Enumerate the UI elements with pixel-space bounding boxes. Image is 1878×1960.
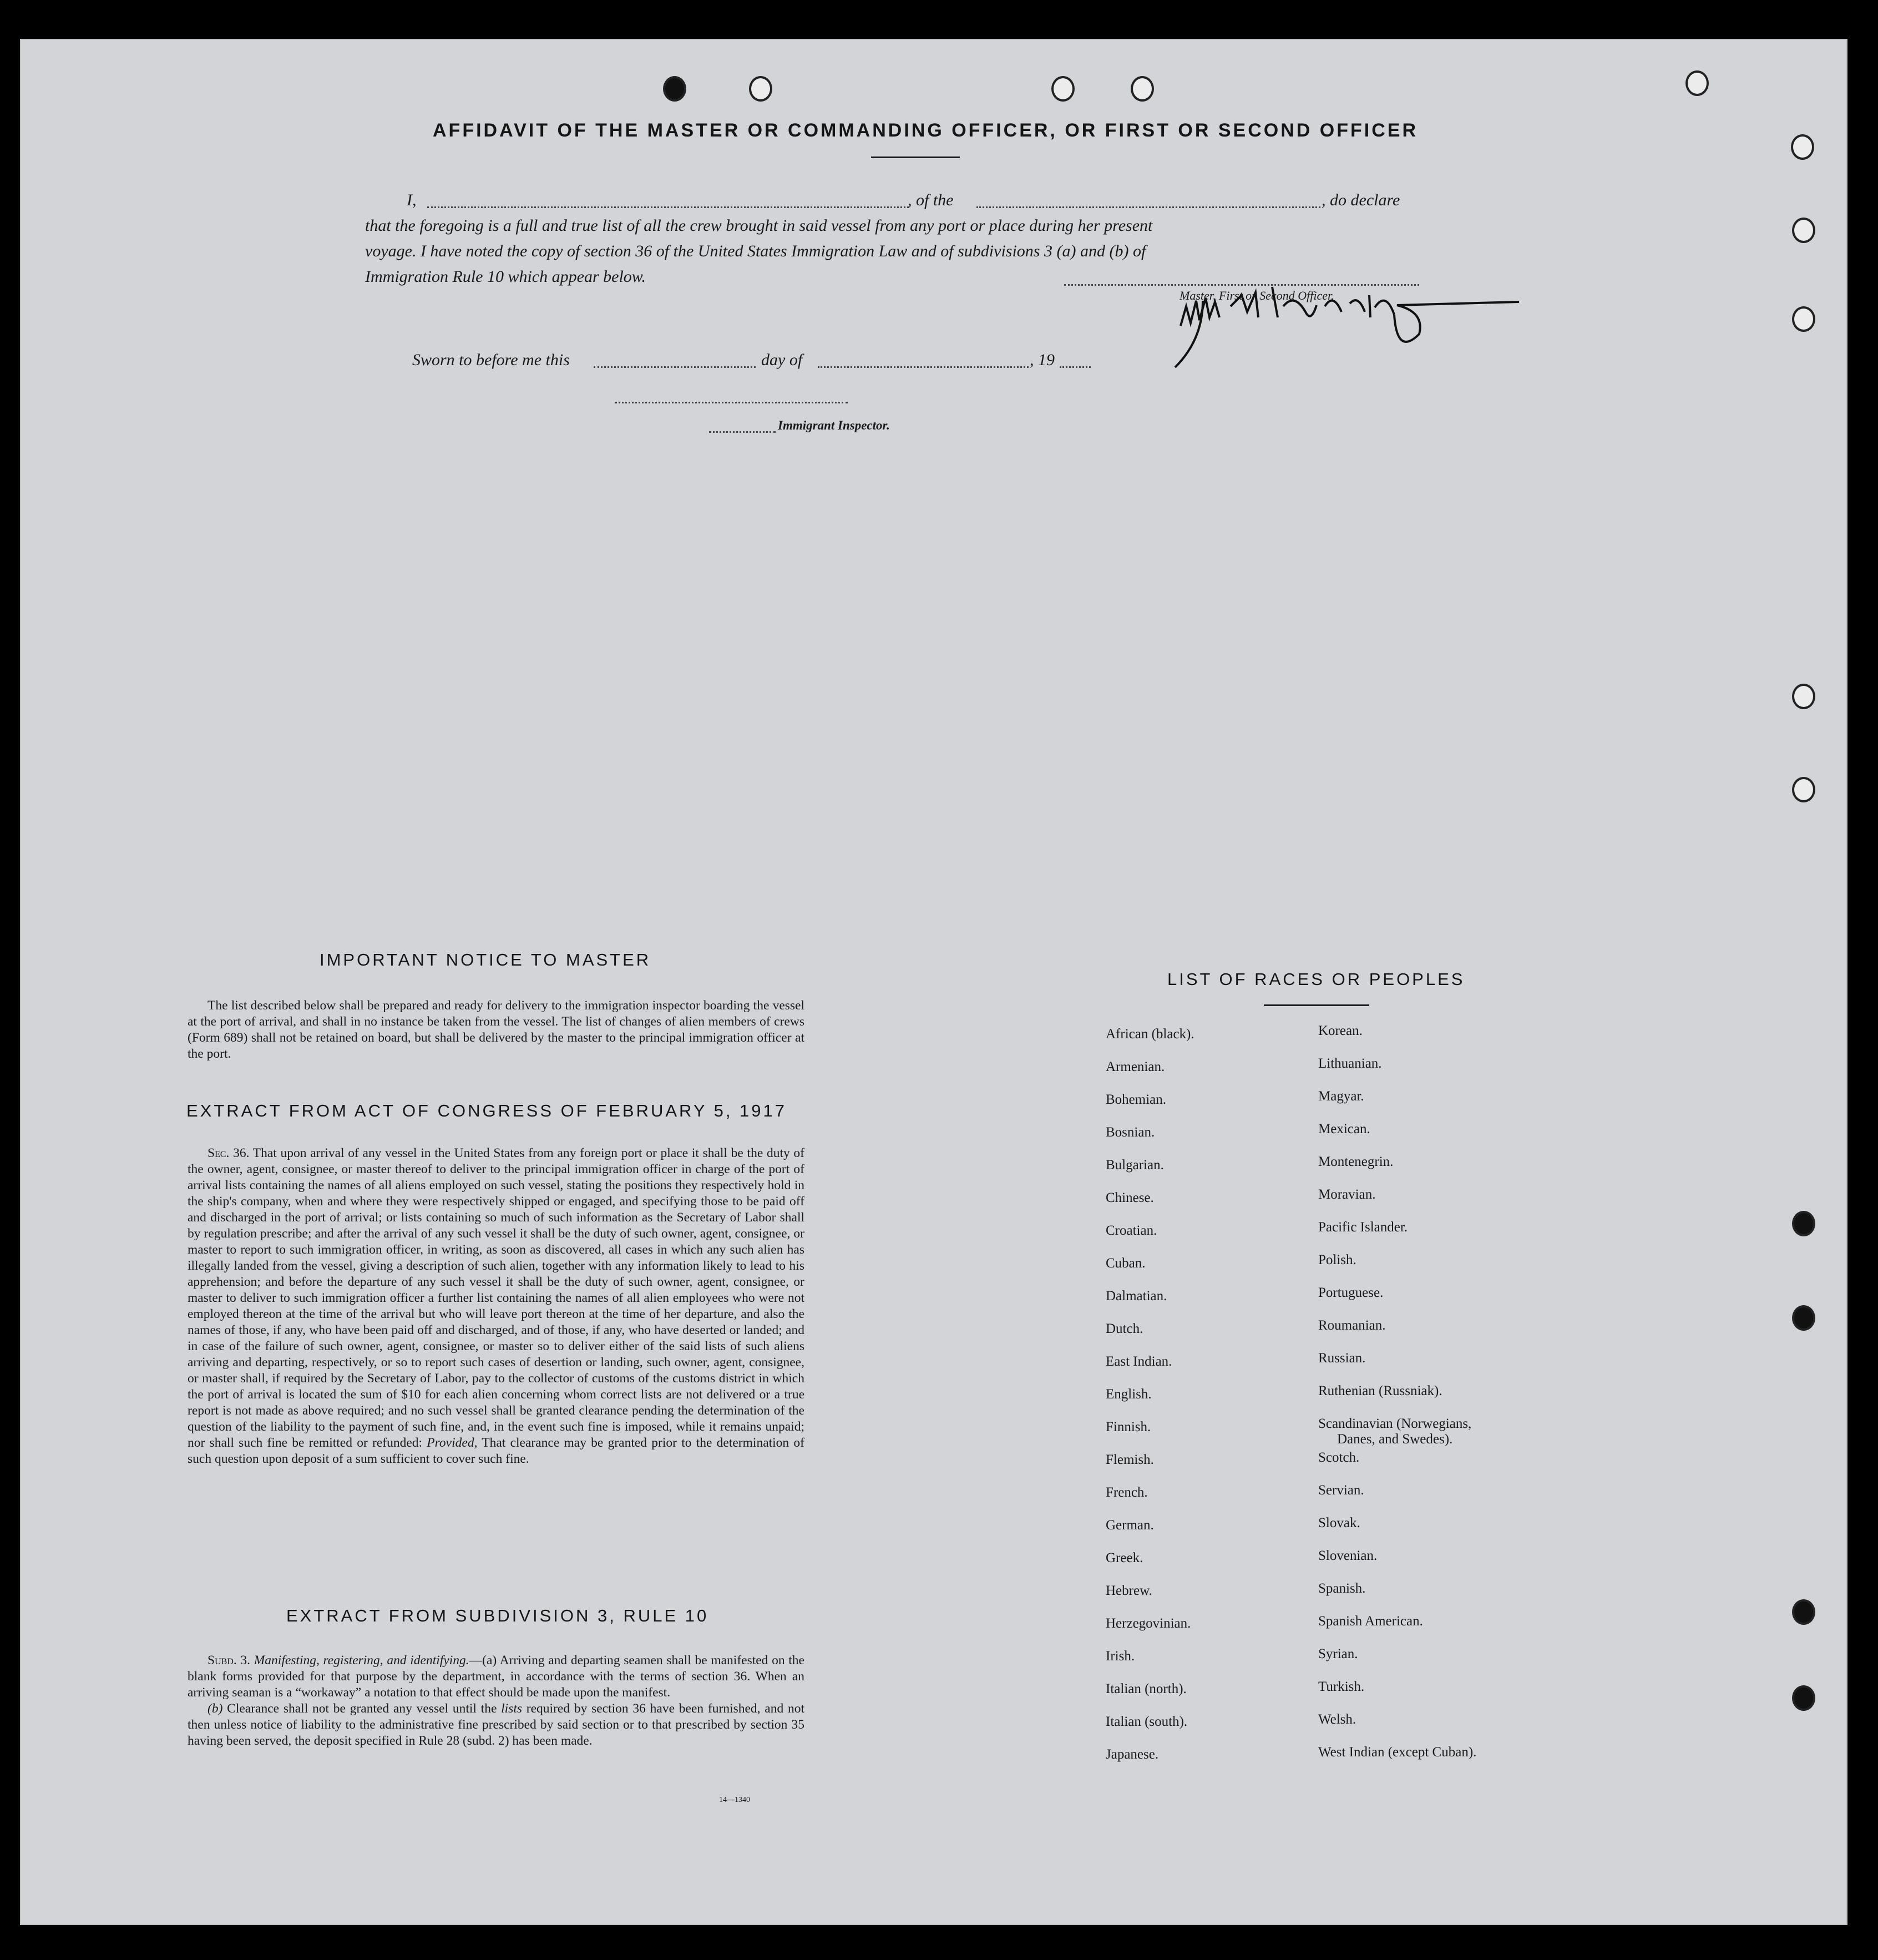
affidavit-title: AFFIDAVIT OF THE MASTER OR COMMANDING OFFICER, OR FIRST OR SECOND OFFICER: [433, 120, 1418, 141]
race-item: Bosnian.: [1106, 1125, 1155, 1140]
race-item: Italian (south).: [1106, 1714, 1188, 1729]
sworn-year: , 19: [1030, 351, 1055, 369]
act-extract-body: [188, 1145, 804, 1467]
race-item: Ruthenian (Russniak).: [1318, 1383, 1442, 1398]
race-item: Mexican.: [1318, 1122, 1370, 1136]
race-item: Bulgarian.: [1106, 1158, 1164, 1173]
race-item: African (black).: [1106, 1027, 1194, 1042]
race-item: Turkish.: [1318, 1679, 1365, 1694]
race-item: English.: [1106, 1387, 1152, 1402]
para-b-lists: lists: [501, 1701, 523, 1716]
race-item: German.: [1106, 1518, 1154, 1533]
race-item: Italian (north).: [1106, 1681, 1187, 1696]
race-item: Spanish American.: [1318, 1614, 1423, 1629]
punch-hole: [1792, 1685, 1815, 1711]
race-item: Finnish.: [1106, 1420, 1151, 1434]
inspector-label: Immigrant Inspector.: [778, 418, 890, 432]
race-item: Montenegrin.: [1318, 1154, 1394, 1169]
notice-paragraph: The list described below shall be prepared and ready for delivery to the immigration inspector boarding the vessel at the port of arrival, and shall in no instance be taken from the vessel. The list of changes of alien members of crews (Form 689) shall not be retained on board, but shall be delivered by the master to the principal immigration officer at the port.: [188, 998, 804, 1061]
punch-hole: [1792, 306, 1815, 332]
race-item: Lithuanian.: [1318, 1056, 1382, 1071]
punch-hole: [1685, 70, 1709, 96]
race-item: Cuban.: [1106, 1256, 1146, 1271]
rule-extract-body: [188, 1653, 804, 1749]
race-item: East Indian.: [1106, 1354, 1172, 1369]
notice-title: IMPORTANT NOTICE TO MASTER: [320, 950, 651, 969]
race-item: Polish.: [1318, 1252, 1356, 1267]
punch-hole: [1792, 1211, 1815, 1236]
punch-hole: [1792, 777, 1815, 802]
race-item: Syrian.: [1318, 1646, 1358, 1661]
provided-text: That clearance may be granted prior to the determination of such question upon deposit of a sum sufficient to cover such fine.: [188, 1436, 804, 1466]
notice-body: [188, 998, 804, 1062]
section-36-text: That upon arrival of any vessel in the United States from any foreign port or place it shall be the duty of the owner, agent, consignee, or master thereof to deliver to the principal immigration officer in charge of the port of arrival lists containing the names of all aliens employed on such vessel, stating the positions they respectively hold in the ship's company, when and where they were respectively shipped or engaged, and specifying those to be paid off and discharged in the port of arrival; or lists containing so much of such information as the Secretary of Labor shall by regulation prescribe; and after the arrival of any such vessel it shall be the duty of such owner, agent, consignee, or master to report to such immigration officer, in writing, as soon as discovered, all cases in which any such alien has illegally landed from the vessel, giving a description of such alien, together with any information likely to lead to his apprehension; and before the departure of any such vessel it shall be the duty of such owner, agent, consignee, or master to deliver to such immigration officer a further list containing the names of all alien employees who were not employed thereon at the time of the arrival but who will leave port thereon at the time of her departure, and also the names of those, if any, who have been paid off and discharged, and of those, if any, who have deserted or landed; and in case of the failure of such owner, agent, consignee, or master so to deliver either of the said lists of such aliens arriving and departing, respectively, or so to report such cases of desertion or landing, such owner, agent, consignee, or master shall, if required by the Secretary of Labor, pay to the collector of customs of the customs district in which the port of arrival is located the sum of $10 for each alien concerning whom correct lists are not delivered or a true report is not made as above required; and no such vessel shall be granted clearance pending the determination of the question of the liability to the payment of such fine, and, in the event such fine is imposed, while it remains unpaid; nor shall such fine be remitted or refunded:: [188, 1146, 805, 1450]
race-item: Herzegovinian.: [1106, 1616, 1191, 1631]
race-item: Moravian.: [1318, 1187, 1376, 1202]
punch-hole: [1051, 76, 1075, 102]
inspector-signature-line: [615, 402, 848, 403]
para-b-label: (b): [207, 1701, 223, 1716]
race-item: Hebrew.: [1106, 1583, 1152, 1598]
race-item: Flemish.: [1106, 1452, 1154, 1467]
races-title-rule: [1264, 1004, 1369, 1006]
race-item: Scotch.: [1318, 1450, 1360, 1465]
race-item: Roumanian.: [1318, 1318, 1386, 1333]
race-item: Irish.: [1106, 1649, 1135, 1664]
race-item: Spanish.: [1318, 1581, 1366, 1596]
race-item: Dutch.: [1106, 1321, 1143, 1336]
provided-label: Provided,: [427, 1436, 478, 1450]
para-b-text-2: required by section 36 have been furnished, and not then unless notice of liability to the administrative fine prescribed by said section or to that prescribed by section 35 having been served, the deposit specified in Rule 28 (subd. 2) has been made.: [188, 1701, 805, 1748]
master-label: Master, First or Second Officer.: [1180, 289, 1334, 302]
section-label: Sec. 36.: [207, 1146, 250, 1160]
sworn-year-blank: [1060, 366, 1091, 368]
race-item: Welsh.: [1318, 1712, 1356, 1727]
race-item: Croatian.: [1106, 1223, 1157, 1238]
race-item-continuation: Danes, and Swedes).: [1337, 1432, 1453, 1447]
races-title: LIST OF RACES OR PEOPLES: [1167, 969, 1465, 989]
punch-hole: [1792, 684, 1815, 709]
master-signature: [1164, 240, 1530, 373]
race-item: Pacific Islander.: [1318, 1220, 1408, 1235]
punch-hole: [1792, 1599, 1815, 1625]
punch-hole: [663, 76, 686, 102]
act-extract-title: EXTRACT FROM ACT OF CONGRESS OF FEBRUARY 5, 1917: [186, 1101, 787, 1120]
punch-hole: [1791, 134, 1814, 160]
sworn-day-of: day of: [761, 351, 803, 369]
punch-hole: [749, 76, 772, 102]
race-item: Scandinavian (Norwegians,: [1318, 1416, 1472, 1431]
race-item: Armenian.: [1106, 1059, 1165, 1074]
name-blank: [427, 206, 909, 208]
title-rule: [871, 156, 960, 158]
affidavit-of-the: , of the: [908, 191, 954, 209]
vessel-blank: [976, 206, 1320, 208]
race-item: Korean.: [1318, 1023, 1363, 1038]
race-item: Greek.: [1106, 1550, 1143, 1565]
para-b-text-1: Clearance shall not be granted any vessel until the: [227, 1701, 497, 1716]
race-item: Portuguese.: [1318, 1285, 1384, 1300]
affidavit-line4: Immigration Rule 10 which appear below.: [365, 267, 646, 286]
inspector-label-line: [709, 431, 776, 433]
para-a-text: Arriving and departing seamen shall be manifested on the blank forms provided for that purpose by the department, in accordance with the terms of section 36. When an arriving seaman is a “workaway” a notation to that effect should be made upon the manifest.: [188, 1653, 804, 1700]
affidavit-line3: voyage. I have noted the copy of section 36 of the United States Immigration Law and of subdivisions 3 (a) and (b) of: [365, 242, 1146, 260]
punch-hole: [1792, 218, 1815, 243]
punch-hole: [1792, 1305, 1815, 1331]
race-item: Bohemian.: [1106, 1092, 1167, 1107]
sworn-month-blank: [818, 366, 1029, 368]
race-item: Russian.: [1318, 1351, 1366, 1366]
sworn-day-blank: [594, 366, 756, 368]
sworn-prefix: Sworn to before me this: [412, 351, 570, 369]
race-item: Chinese.: [1106, 1190, 1154, 1205]
affidavit-do-declare: , do declare: [1322, 191, 1400, 209]
rule-extract-title: EXTRACT FROM SUBDIVISION 3, RULE 10: [286, 1606, 709, 1625]
form-number: 14—1340: [719, 1796, 750, 1804]
affidavit-line1-I: I,: [407, 191, 417, 209]
race-item: Japanese.: [1106, 1747, 1159, 1762]
subdivision-heading: Manifesting, registering, and identifying.: [254, 1653, 469, 1668]
race-item: West Indian (except Cuban).: [1318, 1745, 1477, 1760]
subdivision-label: Subd. 3.: [207, 1653, 251, 1668]
punch-hole: [1131, 76, 1154, 102]
race-item: Slovenian.: [1318, 1548, 1378, 1563]
document-page: [21, 40, 1846, 1924]
race-item: Servian.: [1318, 1483, 1364, 1498]
race-item: Magyar.: [1318, 1089, 1364, 1104]
race-item: Dalmatian.: [1106, 1289, 1167, 1304]
affidavit-line2: that the foregoing is a full and true list of all the crew brought in said vessel from any port or place during her present: [365, 216, 1153, 235]
race-item: French.: [1106, 1485, 1148, 1500]
race-item: Slovak.: [1318, 1516, 1360, 1530]
para-a-label: —(a): [469, 1653, 497, 1668]
